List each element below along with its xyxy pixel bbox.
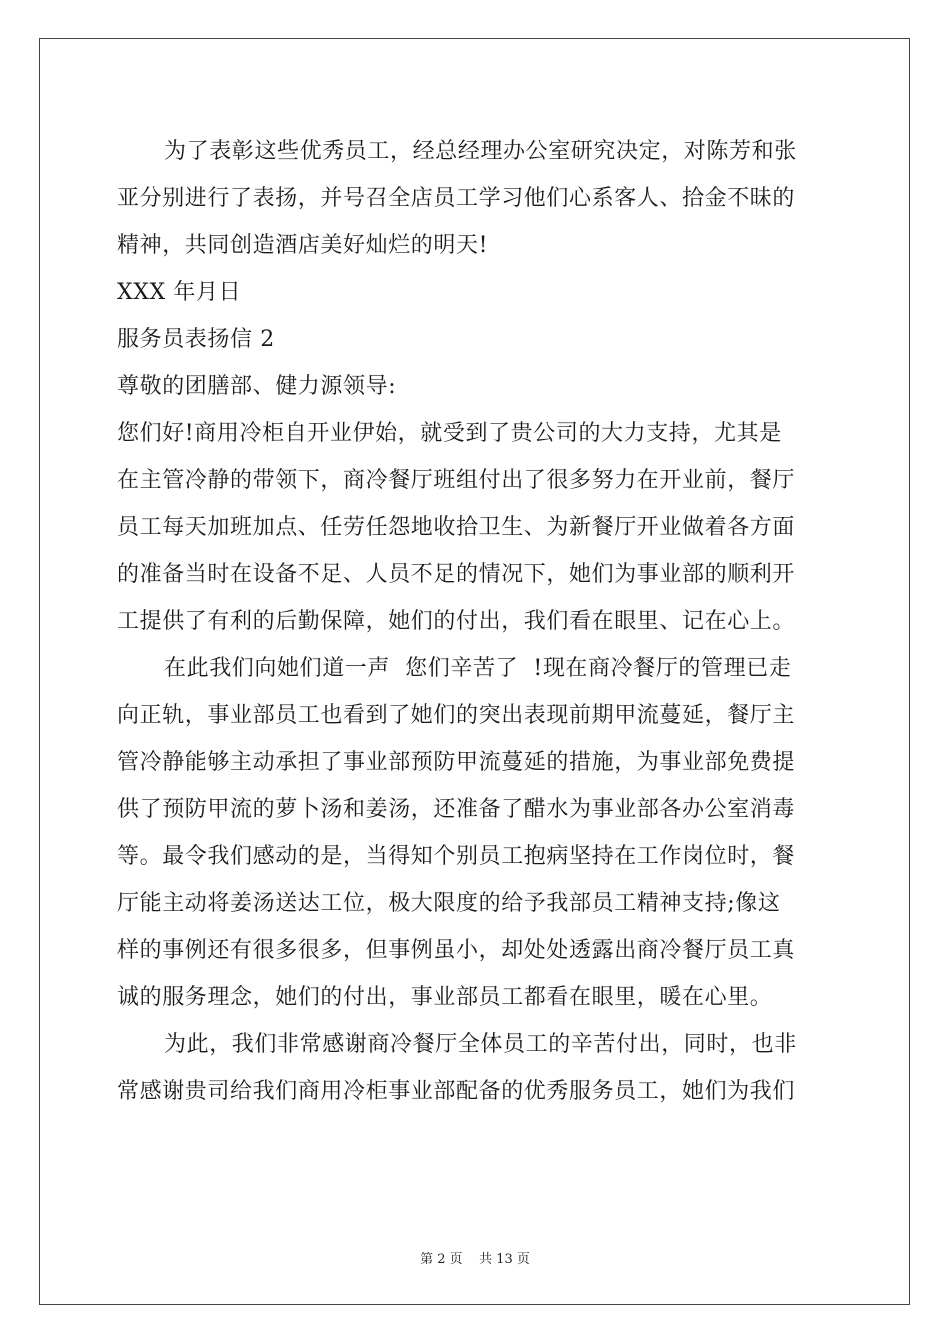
paragraph-line: 常感谢贵司给我们商用冷柜事业部配备的优秀服务员工，她们为我们	[117, 1079, 796, 1104]
document-body	[117, 128, 835, 1115]
paragraph-line: 管冷静能够主动承担了事业部预防甲流蔓延的措施，为事业部免费提	[117, 750, 796, 775]
paragraph-line: 员工每天加班加点、任劳任怨地收拾卫生、为新餐厅开业做着各方面	[117, 515, 796, 540]
paragraph-line: 样的事例还有很多很多，但事例虽小，却处处透露出商冷餐厅员工真	[117, 938, 796, 963]
paragraph-line: 为此，我们非常感谢商冷餐厅全体员工的辛苦付出，同时，也非	[164, 1032, 797, 1057]
paragraph-line: 您们好!商用冷柜自开业伊始，就受到了贵公司的大力支持，尤其是	[117, 421, 782, 446]
paragraph-line: 供了预防甲流的萝卜汤和姜汤，还准备了醋水为事业部各办公室消毒	[117, 797, 796, 822]
paragraph-line: 精神，共同创造酒店美好灿烂的明天!	[117, 233, 489, 258]
paragraph-line: 诚的服务理念，她们的付出，事业部员工都看在眼里，暖在心里。	[117, 985, 773, 1010]
paragraph-line: 向正轨，事业部员工也看到了她们的突出表现前期甲流蔓延，餐厅主	[117, 703, 796, 728]
date-line: XXX 年月日	[117, 280, 242, 305]
paragraph-line: 的准备当时在设备不足、人员不足的情况下，她们为事业部的顺利开	[117, 562, 796, 587]
paragraph-line: 亚分别进行了表扬，并号召全店员工学习他们心系客人、拾金不昧的	[117, 186, 796, 211]
page-number-footer: 第 2 页 共 13 页	[420, 1252, 530, 1267]
paragraph-line: 在此我们向她们道一声 您们辛苦了 !现在商冷餐厅的管理已走	[164, 656, 792, 681]
paragraph-line: 工提供了有利的后勤保障，她们的付出，我们看在眼里、记在心上。	[117, 609, 796, 634]
salutation: 尊敬的团膳部、健力源领导:	[117, 374, 397, 399]
letter-title: 服务员表扬信 2	[117, 327, 275, 352]
paragraph-line: 在主管冷静的带领下，商冷餐厅班组付出了很多努力在开业前，餐厅	[117, 468, 796, 493]
paragraph-line: 厅能主动将姜汤送达工位，极大限度的给予我部员工精神支持;像这	[117, 891, 781, 916]
paragraph-line: 为了表彰这些优秀员工，经总经理办公室研究决定，对陈芳和张	[164, 139, 797, 164]
paragraph-line: 等。最令我们感动的是，当得知个别员工抱病坚持在工作岗位时，餐	[117, 844, 796, 869]
